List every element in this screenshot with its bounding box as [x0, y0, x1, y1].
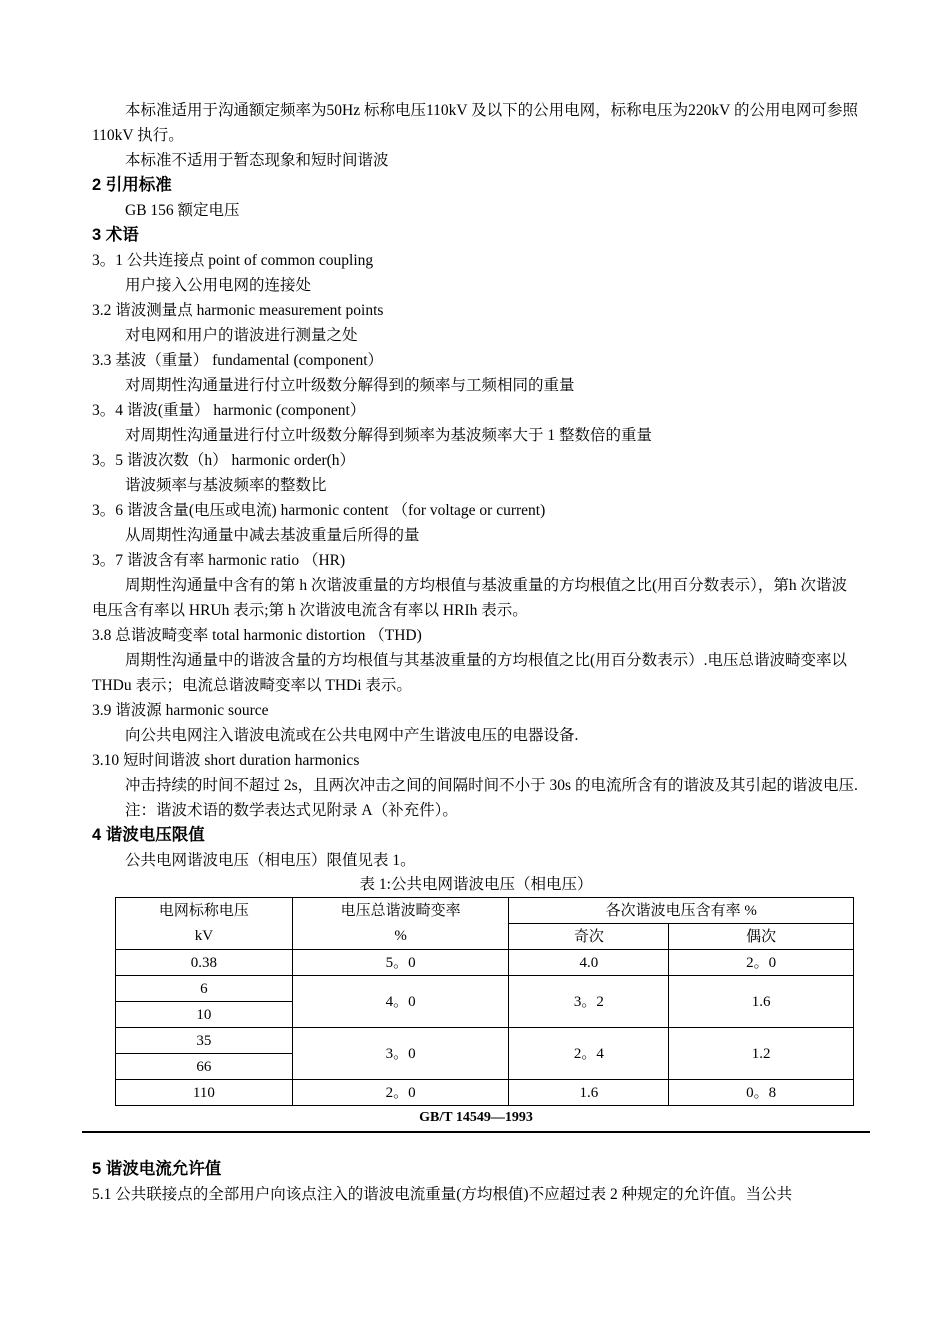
section-4-heading: 4 谐波电压限值	[92, 826, 205, 844]
cell-thd: 5。0	[292, 950, 509, 976]
table-row	[116, 976, 854, 1002]
term-title: 3.3 基波（重量） fundamental (component）	[92, 352, 384, 369]
header-nominal-voltage: 电网标称电压	[116, 898, 293, 924]
term-definition: 用户接入公用电网的连接处	[125, 277, 312, 294]
scope-paragraph-2: 本标准不适用于暂态现象和短时间谐波	[125, 152, 389, 169]
section-3-heading: 3 术语	[92, 226, 139, 244]
term-definition: 谐波频率与基波频率的整数比	[125, 477, 327, 494]
cell-thd: 4。0	[292, 976, 509, 1028]
cell-kv: 35	[116, 1028, 293, 1054]
header-odd: 奇次	[509, 924, 669, 950]
table-row	[116, 950, 854, 976]
harmonic-voltage-limit-table	[115, 897, 854, 1106]
term-definition: 从周期性沟通量中减去基波重量后所得的量	[125, 527, 420, 544]
term-title: 3。1 公共连接点 point of common coupling	[92, 252, 374, 269]
cell-kv: 10	[116, 1002, 293, 1028]
header-nominal-voltage-unit: kV	[116, 924, 293, 950]
scope-paragraph-1: 本标准适用于沟通额定频率为50Hz 标称电压110kV 及以下的公用电网，标称电压为220kV 的公用电网可参照110kV 执行。	[92, 102, 858, 144]
terms-note: 注：谐波术语的数学表达式见附录 A（补充件）。	[125, 802, 458, 819]
cell-even: 1.6	[669, 976, 854, 1028]
document-page	[92, 98, 860, 1207]
header-thd-unit: %	[292, 924, 509, 950]
cell-even: 2。0	[669, 950, 854, 976]
header-thd: 电压总谐波畸变率	[292, 898, 509, 924]
cell-kv: 6	[116, 976, 293, 1002]
term-definition: 周期性沟通量中的谐波含量的方均根值与其基波重量的方均根值之比(用百分数表示）.电压总谐波畸变率以 THDu 表示；电流总谐波畸变率以 THDi 表示。	[92, 652, 848, 694]
table-1-caption: 表 1:公共电网谐波电压（相电压）	[359, 876, 593, 893]
header-harmonic-ratio: 各次谐波电压含有率 %	[509, 898, 854, 924]
term-definition: 对电网和用户的谐波进行测量之处	[125, 327, 358, 344]
cell-even: 0。8	[669, 1080, 854, 1106]
term-definition: 冲击持续的时间不超过 2s，且两次冲击之间的间隔时间不小于 30s 的电流所含有的谐波及其引起的谐波电压.	[125, 777, 858, 794]
table-header-row	[116, 924, 854, 950]
cell-thd: 2。0	[292, 1080, 509, 1106]
cell-kv: 110	[116, 1080, 293, 1106]
reference-standard: GB 156 额定电压	[125, 202, 240, 219]
term-definition: 对周期性沟通量进行付立叶级数分解得到的频率与工频相同的重量	[125, 377, 575, 394]
table-header-row	[116, 898, 854, 924]
term-definition: 对周期性沟通量进行付立叶级数分解得到频率为基波频率大于 1 整数倍的重量	[125, 427, 653, 444]
cell-odd: 2。4	[509, 1028, 669, 1080]
term-title: 3。4 谐波(重量） harmonic (component）	[92, 402, 366, 419]
cell-odd: 4.0	[509, 950, 669, 976]
section-5-heading: 5 谐波电流允许值	[92, 1160, 222, 1178]
section-5-paragraph-1: 5.1 公共联接点的全部用户向该点注入的谐波电流重量(方均根值)不应超过表 2 种规定的允许值。当公共	[92, 1186, 793, 1203]
cell-thd: 3。0	[292, 1028, 509, 1080]
term-definition: 周期性沟通量中含有的第 h 次谐波重量的方均根值与基波重量的方均根值之比(用百分数表示），第h 次谐波电压含有率以 HRUh 表示;第 h 次谐波电流含有率以 HRIh 表示。	[92, 577, 848, 619]
standard-code-footer: GB/T 14549—1993	[419, 1110, 533, 1125]
term-title: 3.2 谐波测量点 harmonic measurement points	[92, 302, 384, 319]
cell-odd: 3。2	[509, 976, 669, 1028]
term-title: 3.10 短时间谐波 short duration harmonics	[92, 752, 360, 769]
cell-even: 1.2	[669, 1028, 854, 1080]
table-row	[116, 1080, 854, 1106]
cell-odd: 1.6	[509, 1080, 669, 1106]
term-title: 3。6 谐波含量(电压或电流) harmonic content （for voltage or current)	[92, 502, 546, 519]
term-title: 3。5 谐波次数（h） harmonic order(h）	[92, 452, 356, 469]
term-title: 3。7 谐波含有率 harmonic ratio （HR)	[92, 552, 346, 569]
header-even: 偶次	[669, 924, 854, 950]
section-2-heading: 2 引用标准	[92, 176, 172, 194]
table-row	[116, 1028, 854, 1054]
term-definition: 向公共电网注入谐波电流或在公共电网中产生谐波电压的电器设备.	[125, 727, 579, 744]
term-title: 3.8 总谐波畸变率 total harmonic distortion （THD)	[92, 627, 422, 644]
section-4-intro: 公共电网谐波电压（相电压）限值见表 1。	[125, 852, 416, 869]
cell-kv: 66	[116, 1054, 293, 1080]
term-title: 3.9 谐波源 harmonic source	[92, 702, 269, 719]
cell-kv: 0.38	[116, 950, 293, 976]
